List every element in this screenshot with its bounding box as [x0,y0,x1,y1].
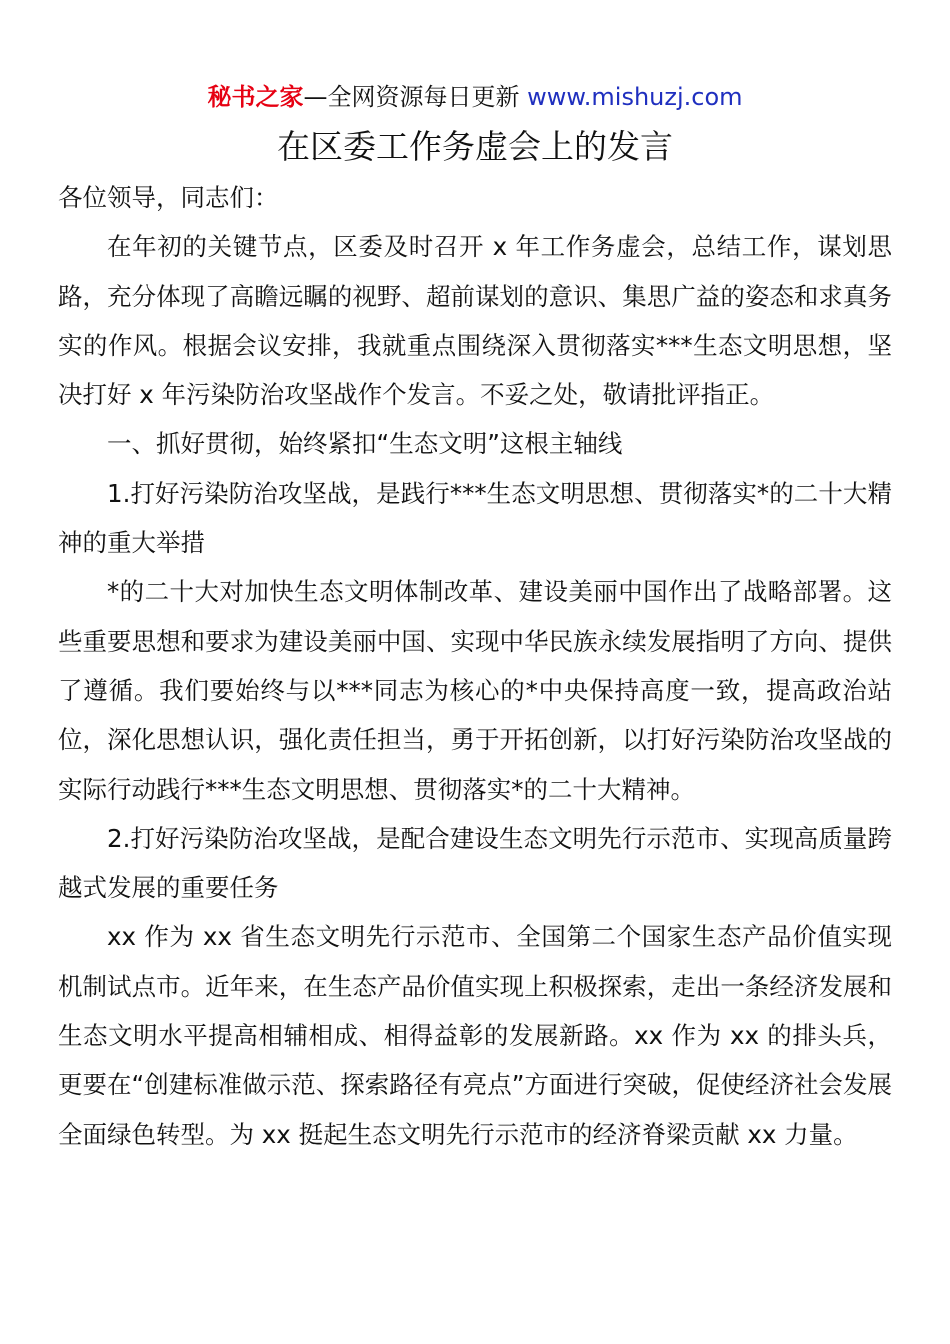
salutation: 各位领导，同志们： [58,183,279,212]
paragraph-body-1: *的二十大对加快生态文明体制改革、建设美丽中国作出了战略部署。这些重要思想和要求为建设美丽中国、实现中华民族永续发展指明了方向、提供了遵循。我们要始终与以***同志为核心的*中央保持高度一致，提高政治站位，深化思想认识，强化责任担当，勇于开拓创新，以打好污染防治攻坚战的实际行动践行***生态文明思想、贯彻落实*的二十大精神。 [58,577,892,804]
document-body [58,173,892,1159]
site-url-link[interactable]: www.mishuzj.com [527,83,743,111]
subheading-2: 2.打好污染防治攻坚战，是配合建设生态文明先行示范市、实现高质量跨越式发展的重要任务 [58,823,892,903]
paragraph-body-2: xx 作为 xx 省生态文明先行示范市、全国第二个国家生态产品价值实现机制试点市。近年来，在生态产品价值实现上积极探索，走出一条经济发展和生态文明水平提高相辅相成、相得益彰的发展新路。xx 作为 xx 的排头兵，更要在“创建标准做示范、探索路径有亮点”方面进行突破，促使经济社会发展全面绿色转型。为 xx 挺起生态文明先行示范市的经济脊梁贡献 xx 力量。 [58,922,892,1149]
section-heading-1: 一、抓好贯彻，始终紧扣“生态文明”这根主轴线 [107,429,623,459]
document-title: 在区委工作务虚会上的发言 [277,127,673,166]
brand-name: 秘书之家 [207,83,304,111]
banner-tagline: —全网资源每日更新 [303,83,528,111]
site-banner [0,80,950,114]
subheading-1: 1.打好污染防治攻坚战，是践行***生态文明思想、贯彻落实*的二十大精神的重大举措 [58,478,892,558]
paragraph-intro: 在年初的关键节点，区委及时召开 x 年工作务虚会，总结工作，谋划思路，充分体现了高瞻远瞩的视野、超前谋划的意识、集思广益的姿态和求真务实的作风。根据会议安排，我就重点围绕深入贯彻落实***生态文明思想，坚决打好 x 年污染防治攻坚战作个发言。不妥之处，敬请批评指正。 [58,232,892,410]
